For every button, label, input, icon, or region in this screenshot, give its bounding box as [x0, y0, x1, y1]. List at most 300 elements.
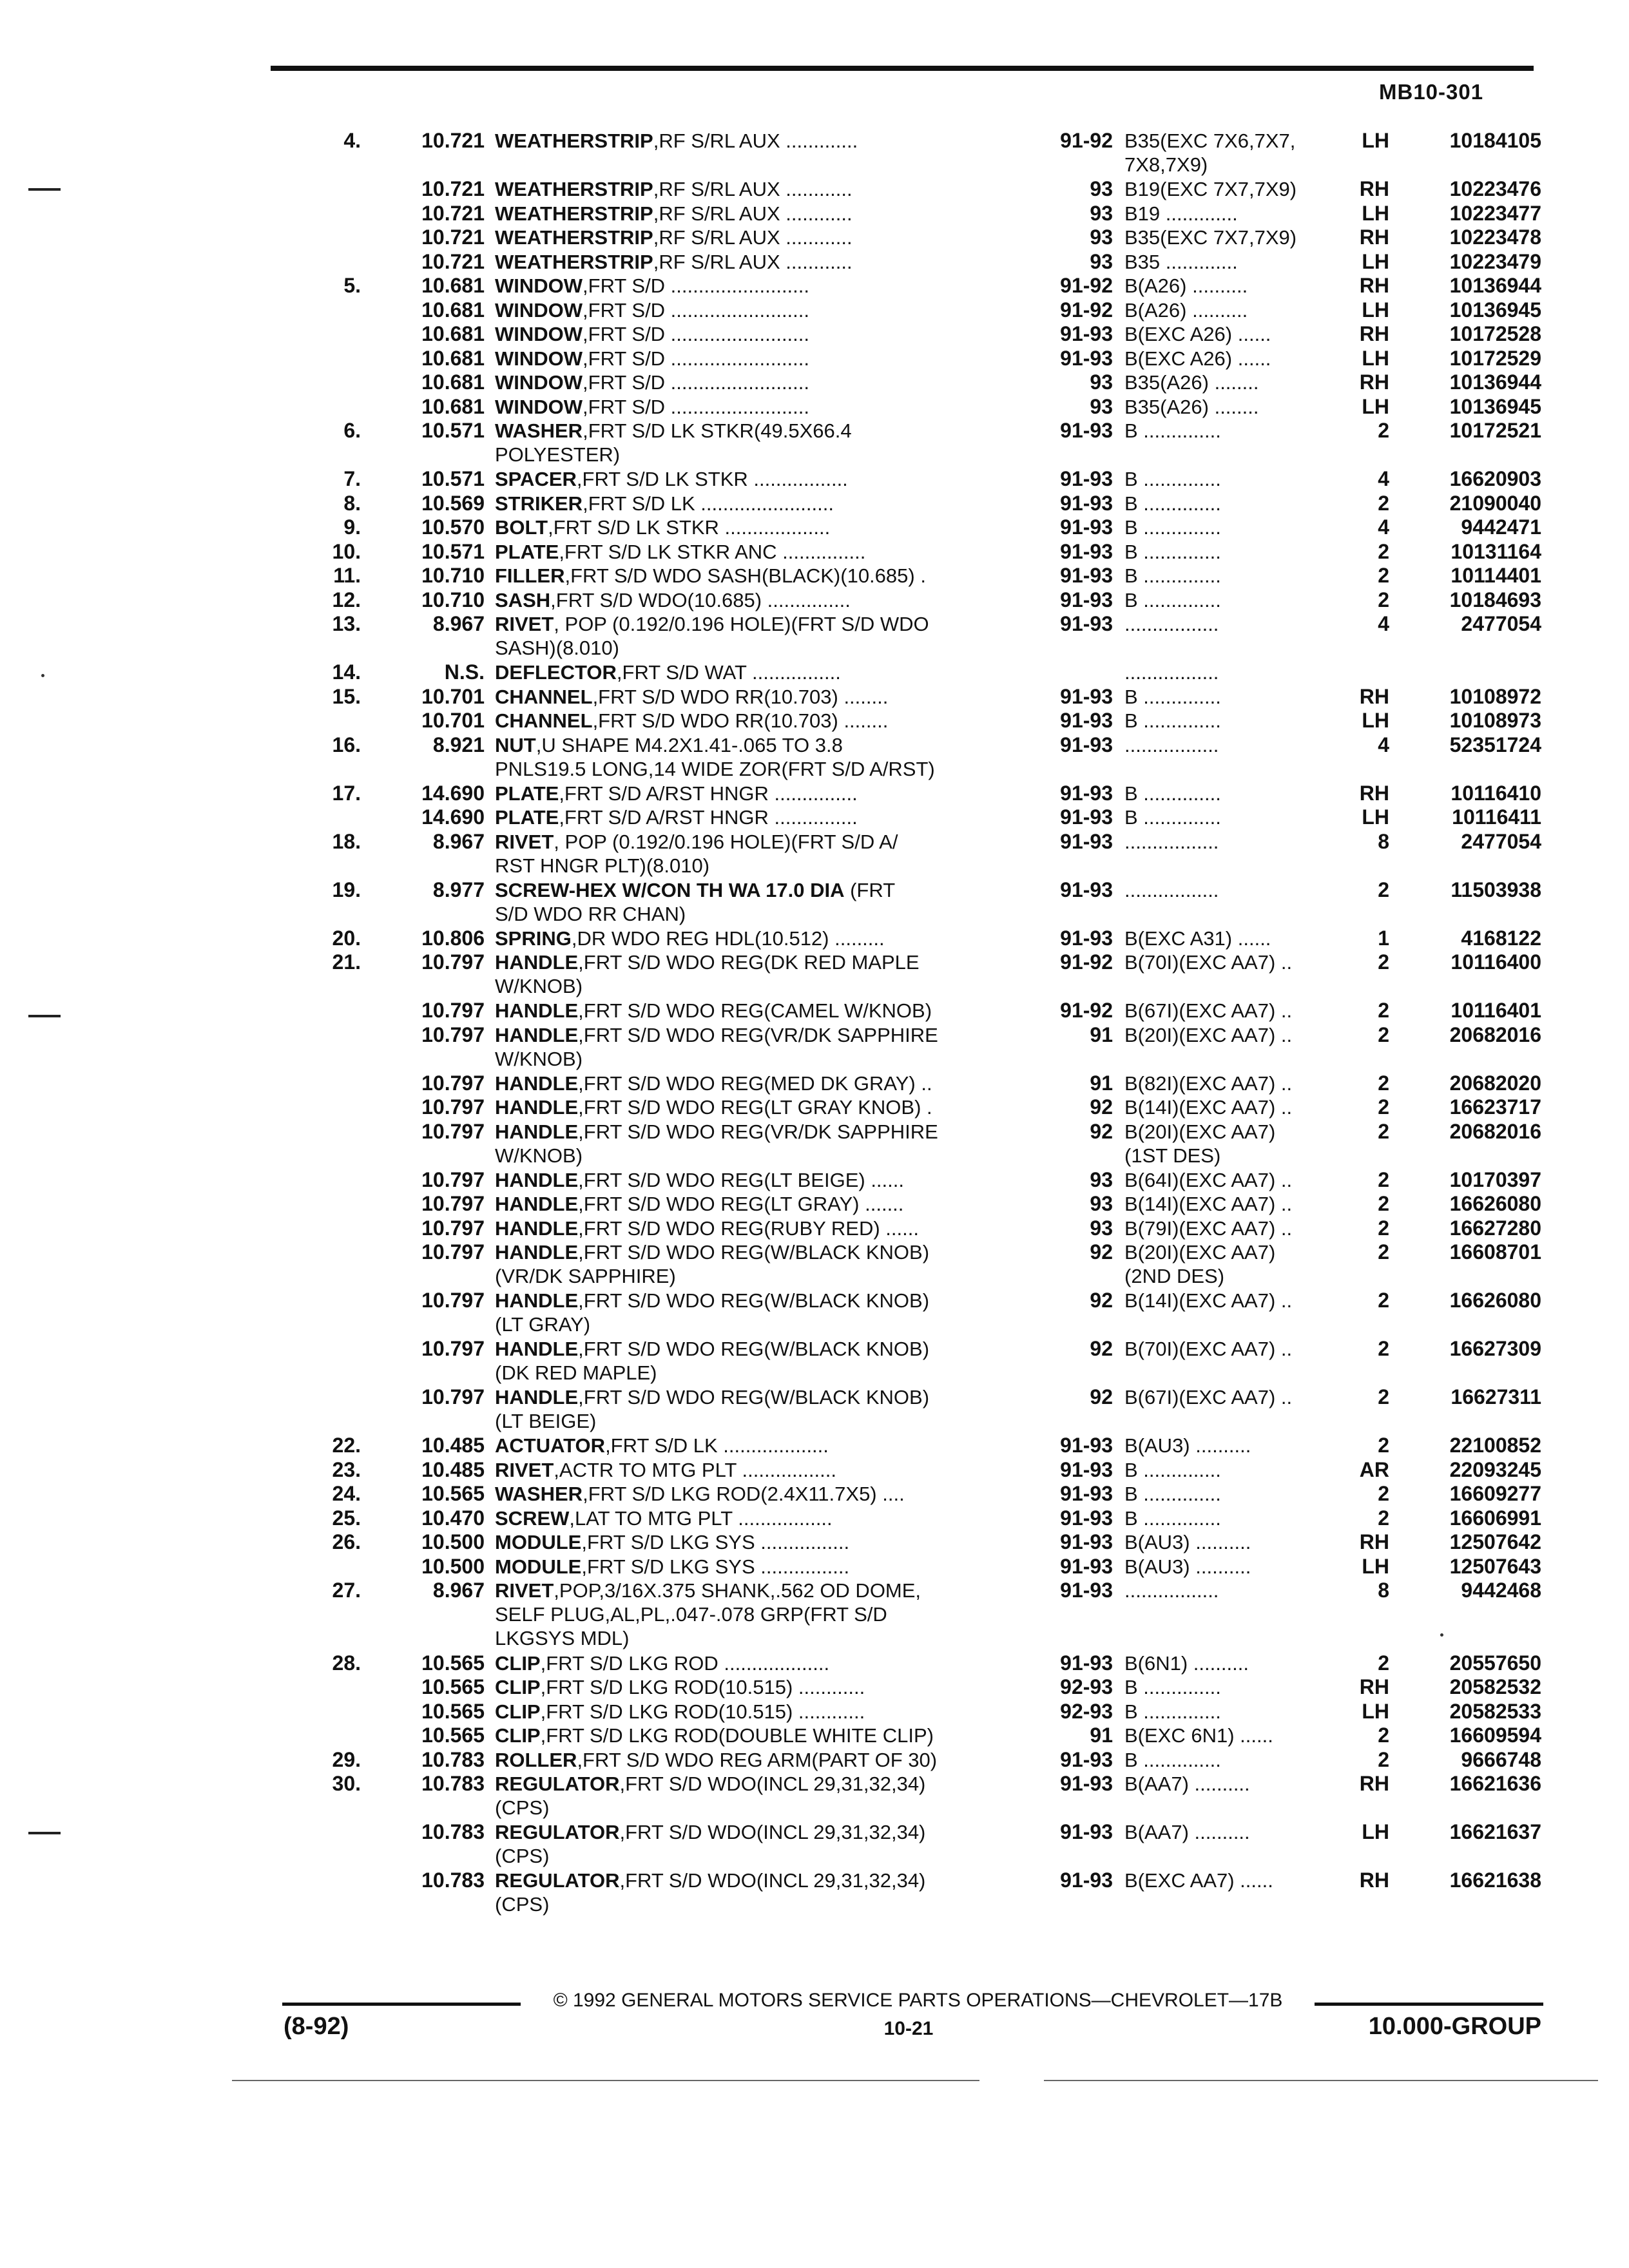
parts-row	[0, 564, 1629, 588]
model-years: 93	[1090, 1216, 1113, 1240]
model-years: 92-93	[1060, 1699, 1113, 1723]
description-text: ,FRT S/D .........................	[583, 395, 810, 418]
application	[1124, 660, 1349, 684]
application	[1124, 129, 1349, 177]
part-name: REGULATOR	[495, 1773, 620, 1795]
quantity: 2	[1378, 1095, 1389, 1119]
model-years: 91-93	[1060, 1651, 1113, 1675]
application-line: B35(EXC 7X6,7X7,	[1124, 130, 1296, 152]
parts-row	[0, 226, 1629, 250]
part-description	[495, 419, 1036, 466]
item-number: 21.	[332, 950, 361, 974]
description-line	[495, 1772, 1036, 1796]
part-name: STRIKER	[495, 492, 583, 515]
application-line: B ..............	[1124, 1506, 1221, 1530]
model-years: 91-93	[1060, 1579, 1113, 1602]
part-description	[495, 1434, 1036, 1457]
part-number: 20682020	[1449, 1071, 1541, 1095]
part-number: 10184105	[1449, 129, 1541, 152]
model-years: 93	[1090, 394, 1113, 418]
application	[1124, 1772, 1349, 1796]
quantity: RH	[1359, 370, 1389, 394]
part-number: 21090040	[1449, 491, 1541, 515]
item-number: 18.	[332, 829, 361, 853]
footer-date-code: (8-92)	[284, 2013, 349, 2040]
part-description	[495, 1820, 1036, 1868]
part-description	[495, 1385, 1036, 1433]
description-line	[495, 1120, 1036, 1144]
application-line: B ..............	[1124, 1700, 1221, 1723]
group-number: 10.681	[421, 370, 485, 394]
application-line: B(6N1) ..........	[1124, 1651, 1249, 1675]
description-line	[495, 1482, 1036, 1506]
part-description	[495, 202, 1036, 226]
parts-row	[0, 1434, 1629, 1458]
part-number: 10108973	[1449, 709, 1541, 732]
application	[1124, 950, 1349, 974]
description-line	[495, 612, 1036, 636]
application-line: .................	[1124, 613, 1219, 635]
part-number: 9442471	[1461, 515, 1541, 539]
item-number: 16.	[332, 733, 361, 756]
group-number: 8.967	[432, 829, 485, 853]
description-line	[495, 370, 1036, 394]
description-text: ,DR WDO REG HDL(10.512) .........	[571, 927, 885, 950]
description-line	[495, 274, 1036, 298]
description-text: ,FRT S/D WDO REG(W/BLACK KNOB)	[578, 1289, 930, 1312]
group-number: 10.565	[421, 1651, 485, 1675]
parts-row	[0, 878, 1629, 927]
quantity: RH	[1359, 322, 1389, 345]
group-number: N.S.	[444, 660, 485, 684]
part-description	[495, 1216, 1036, 1240]
description-text: ,FRT S/D WDO(INCL 29,31,32,34)	[619, 1869, 926, 1892]
part-name: HANDLE	[495, 1241, 579, 1264]
part-number: 10116410	[1451, 781, 1541, 805]
description-text: ,FRT S/D WDO SASH(BLACK)(10.685) .	[564, 564, 926, 587]
part-description	[495, 1337, 1036, 1385]
application	[1124, 1072, 1349, 1095]
quantity: 4	[1378, 612, 1389, 635]
model-years: 91-93	[1060, 1482, 1113, 1505]
model-years: 91-93	[1060, 539, 1113, 563]
quantity: 2	[1378, 1724, 1389, 1747]
part-description	[495, 733, 1036, 781]
model-years: 91-93	[1060, 1506, 1113, 1530]
part-description	[495, 1772, 1036, 1820]
part-name: CHANNEL	[495, 709, 593, 732]
application	[1124, 612, 1349, 636]
part-number: 20682016	[1449, 1119, 1541, 1143]
group-number: 10.701	[421, 709, 485, 732]
item-number: 19.	[332, 878, 361, 901]
application	[1124, 1869, 1349, 1892]
parts-row	[0, 927, 1629, 951]
part-description	[495, 1192, 1036, 1216]
group-number: 10.571	[421, 467, 485, 490]
application	[1124, 878, 1349, 902]
quantity: LH	[1362, 709, 1389, 732]
application	[1124, 805, 1349, 829]
part-number: 16609594	[1449, 1724, 1541, 1747]
quantity: 2	[1378, 539, 1389, 563]
model-years: 91-92	[1060, 999, 1113, 1022]
group-number: 10.681	[421, 322, 485, 345]
group-number: 10.797	[421, 1192, 485, 1215]
part-name: WINDOW	[495, 274, 583, 297]
part-description	[495, 1748, 1036, 1772]
application	[1124, 515, 1349, 539]
description-text: ,FRT S/D .........................	[583, 347, 810, 370]
application	[1124, 999, 1349, 1023]
parts-row	[0, 1023, 1629, 1072]
item-number: 10.	[332, 539, 361, 563]
application	[1124, 177, 1349, 201]
description-text: , POP (0.192/0.196 HOLE)(FRT S/D WDO	[554, 613, 929, 635]
description-line	[495, 202, 1036, 226]
part-description	[495, 492, 1036, 515]
application-line: B ..............	[1124, 468, 1221, 490]
group-number: 10.570	[421, 515, 485, 539]
quantity: 2	[1378, 1168, 1389, 1191]
description-line	[495, 660, 1036, 684]
parts-row	[0, 709, 1629, 733]
model-years: 93	[1090, 226, 1113, 249]
part-name: DEFLECTOR	[495, 661, 617, 684]
part-name: RIVET	[495, 1579, 554, 1602]
part-name: MODULE	[495, 1555, 582, 1578]
part-number: 10136945	[1449, 394, 1541, 418]
description-text: ,FRT S/D LK STKR ...................	[548, 516, 831, 539]
page-code: MB10-301	[1379, 80, 1484, 104]
application-line: .................	[1124, 661, 1219, 684]
description-text: ,FRT S/D LKG ROD(DOUBLE WHITE CLIP)	[540, 1724, 934, 1747]
application-line: B ..............	[1124, 709, 1221, 732]
quantity: RH	[1359, 177, 1389, 200]
application	[1124, 1337, 1349, 1361]
description-line	[495, 467, 1036, 491]
group-number: 10.500	[421, 1530, 485, 1553]
model-years: 93	[1090, 370, 1113, 394]
description-text: ,FRT S/D WDO REG(DK RED MAPLE	[578, 951, 920, 974]
footer-faint-rule	[232, 2080, 979, 2081]
application-line: B(EXC AA7) ......	[1124, 1869, 1273, 1892]
model-years: 91-93	[1060, 1530, 1113, 1553]
model-years: 92	[1090, 1289, 1113, 1312]
description-line	[495, 1072, 1036, 1095]
model-years: 91-93	[1060, 515, 1113, 539]
part-name: WASHER	[495, 1483, 583, 1505]
item-number: 27.	[332, 1579, 361, 1602]
item-number: 4.	[343, 129, 361, 152]
part-description	[495, 1724, 1036, 1747]
group-number: 10.721	[421, 249, 485, 273]
part-name: RIVET	[495, 613, 554, 635]
quantity: LH	[1362, 201, 1389, 225]
part-description	[495, 298, 1036, 322]
model-years: 91	[1090, 1071, 1113, 1095]
quantity: 2	[1378, 1651, 1389, 1675]
parts-row	[0, 685, 1629, 709]
application	[1124, 1240, 1349, 1288]
part-number: 16621638	[1449, 1869, 1541, 1892]
description-line: (LT GRAY)	[495, 1313, 591, 1336]
quantity: 2	[1378, 1071, 1389, 1095]
quantity: 2	[1378, 1119, 1389, 1143]
item-number: 7.	[343, 467, 361, 490]
part-description	[495, 1289, 1036, 1336]
footer-faint-rule	[1044, 2080, 1598, 2081]
description-text: ,FRT S/D .........................	[583, 274, 810, 297]
quantity: LH	[1362, 394, 1389, 418]
application-line: B(14I)(EXC AA7) ..	[1124, 1096, 1293, 1119]
part-description	[495, 1651, 1036, 1675]
application-line: B ..............	[1124, 1748, 1221, 1771]
item-number: 9.	[343, 515, 361, 539]
application-line: B ..............	[1124, 1458, 1221, 1481]
parts-row	[0, 588, 1629, 613]
part-number: 2477054	[1461, 829, 1541, 853]
part-name: SPACER	[495, 468, 577, 490]
parts-row	[0, 1216, 1629, 1241]
model-years: 91-93	[1060, 467, 1113, 490]
model-years: 92	[1090, 1385, 1113, 1408]
part-number: 10136945	[1449, 298, 1541, 322]
quantity: 2	[1378, 1192, 1389, 1215]
group-number: 10.806	[421, 926, 485, 950]
item-number: 25.	[332, 1506, 361, 1530]
part-number: 10116401	[1451, 999, 1541, 1022]
description-line	[495, 347, 1036, 370]
description-line: RST HNGR PLT)(8.010)	[495, 854, 710, 877]
application-line: .................	[1124, 733, 1219, 756]
part-number: 10131164	[1451, 539, 1541, 563]
application-line: B(A26) ..........	[1124, 274, 1248, 297]
application-line: B(AU3) ..........	[1124, 1531, 1251, 1553]
description-text: ,FRT S/D WDO(10.685) ...............	[550, 588, 851, 611]
quantity: 2	[1378, 950, 1389, 974]
group-number: 10.571	[421, 539, 485, 563]
part-description	[495, 274, 1036, 298]
part-name: HANDLE	[495, 1168, 579, 1191]
group-number: 10.797	[421, 999, 485, 1022]
parts-row	[0, 492, 1629, 516]
description-text: ,FRT S/D LK ........................	[583, 492, 834, 515]
application-line: (1ST DES)	[1124, 1144, 1221, 1167]
quantity: 2	[1378, 878, 1389, 901]
part-name: HANDLE	[495, 1096, 579, 1119]
application	[1124, 347, 1349, 370]
part-name: HANDLE	[495, 1072, 579, 1095]
application-line: B ..............	[1124, 564, 1221, 587]
parts-row	[0, 1869, 1629, 1917]
model-years: 91-93	[1060, 878, 1113, 901]
group-number: 10.721	[421, 177, 485, 200]
quantity: 2	[1378, 1434, 1389, 1457]
description-text: ,FRT S/D .........................	[583, 298, 810, 322]
application	[1124, 1216, 1349, 1240]
application-line: B(67I)(EXC AA7) ..	[1124, 999, 1293, 1022]
application	[1124, 1385, 1349, 1409]
application-line: B(EXC A31) ......	[1124, 927, 1271, 950]
application-line: B(20I)(EXC AA7)	[1124, 1241, 1276, 1264]
part-number: 10136944	[1449, 370, 1541, 394]
part-name: WINDOW	[495, 395, 583, 418]
application-line: B(AU3) ..........	[1124, 1434, 1251, 1457]
quantity: RH	[1359, 781, 1389, 805]
description-line	[495, 1530, 1036, 1554]
description-line	[495, 492, 1036, 515]
item-number: 8.	[343, 491, 361, 515]
group-number: 8.921	[432, 733, 485, 756]
application	[1124, 1675, 1349, 1699]
quantity: 2	[1378, 1289, 1389, 1312]
application-line: B35(A26) ........	[1124, 395, 1259, 418]
parts-row	[0, 298, 1629, 323]
part-name: REGULATOR	[495, 1869, 620, 1892]
parts-row	[0, 1168, 1629, 1193]
model-years: 91-93	[1060, 781, 1113, 805]
part-name: WINDOW	[495, 298, 583, 322]
description-line	[495, 177, 1036, 201]
description-line	[495, 1168, 1036, 1192]
part-name: PLATE	[495, 806, 559, 829]
item-number: 14.	[332, 660, 361, 684]
application	[1124, 492, 1349, 515]
parts-row	[0, 1579, 1629, 1651]
part-name: SPRING	[495, 927, 572, 950]
application	[1124, 588, 1349, 612]
model-years: 91-93	[1060, 829, 1113, 853]
part-description	[495, 322, 1036, 346]
application	[1124, 1579, 1349, 1602]
application-line: B(14I)(EXC AA7) ..	[1124, 1289, 1293, 1312]
part-description	[495, 226, 1036, 249]
description-line: W/KNOB)	[495, 975, 583, 997]
model-years: 91-92	[1060, 950, 1113, 974]
part-name: HANDLE	[495, 1216, 579, 1240]
model-years: 92	[1090, 1095, 1113, 1119]
quantity: RH	[1359, 226, 1389, 249]
description-line: W/KNOB)	[495, 1144, 583, 1167]
application	[1124, 322, 1349, 346]
description-text: ,FRT S/D LK STKR ANC ...............	[559, 540, 866, 563]
description-line	[495, 1095, 1036, 1119]
group-number: 10.797	[421, 1071, 485, 1095]
application-line: B35(A26) ........	[1124, 371, 1259, 394]
application	[1124, 1023, 1349, 1047]
group-number: 10.681	[421, 298, 485, 322]
description-line	[495, 878, 1036, 902]
application-line: B(64I)(EXC AA7) ..	[1124, 1168, 1293, 1191]
item-number: 17.	[332, 781, 361, 805]
parts-row	[0, 322, 1629, 347]
model-years: 91-93	[1060, 564, 1113, 587]
quantity: 2	[1378, 419, 1389, 442]
description-line	[495, 1216, 1036, 1240]
item-number: 28.	[332, 1651, 361, 1675]
application	[1124, 1530, 1349, 1554]
description-line: (CPS)	[495, 1845, 550, 1867]
quantity: 2	[1378, 1385, 1389, 1408]
part-name: WINDOW	[495, 323, 583, 345]
description-text: ,FRT S/D LKG ROD ...................	[540, 1651, 830, 1675]
application	[1124, 685, 1349, 709]
group-number: 10.783	[421, 1869, 485, 1892]
part-number: 10223478	[1449, 226, 1541, 249]
application-line: B ..............	[1124, 1483, 1221, 1505]
quantity: RH	[1359, 1869, 1389, 1892]
application	[1124, 1820, 1349, 1844]
group-number: 10.569	[421, 491, 485, 515]
item-number: 6.	[343, 419, 361, 442]
description-line	[495, 999, 1036, 1023]
application-line: B(67I)(EXC AA7) ..	[1124, 1386, 1293, 1408]
description-line	[495, 322, 1036, 346]
parts-row	[0, 274, 1629, 298]
part-name: CLIP	[495, 1700, 541, 1723]
description-line	[495, 515, 1036, 539]
group-number: 10.571	[421, 419, 485, 442]
item-number: 29.	[332, 1747, 361, 1771]
model-years: 91-93	[1060, 419, 1113, 442]
group-number: 10.565	[421, 1699, 485, 1723]
application-line: B(70I)(EXC AA7) ..	[1124, 951, 1293, 974]
group-number: 10.797	[421, 1385, 485, 1408]
part-description	[495, 927, 1036, 950]
part-number: 16609277	[1449, 1482, 1541, 1505]
application	[1124, 830, 1349, 854]
item-number: 13.	[332, 612, 361, 635]
application-line: (2ND DES)	[1124, 1265, 1225, 1287]
model-years: 91-93	[1060, 1434, 1113, 1457]
group-number: 8.977	[432, 878, 485, 901]
description-text: ,RF S/RL AUX ............	[653, 250, 853, 273]
description-text: ,FRT S/D A/RST HNGR ...............	[559, 782, 858, 805]
part-name: WEATHERSTRIP	[495, 178, 653, 200]
part-number: 10108972	[1449, 684, 1541, 708]
parts-row	[0, 540, 1629, 564]
part-number: 52351724	[1449, 733, 1541, 756]
description-line	[495, 733, 1036, 757]
description-text: ,RF S/RL AUX ............	[653, 178, 853, 200]
application	[1124, 1168, 1349, 1192]
description-line	[495, 1675, 1036, 1699]
group-number: 10.485	[421, 1434, 485, 1457]
description-line	[495, 250, 1036, 274]
parts-row	[0, 129, 1629, 177]
header-rule	[271, 66, 1534, 71]
description-line: (LT BEIGE)	[495, 1410, 597, 1432]
part-description	[495, 370, 1036, 394]
parts-row	[0, 733, 1629, 782]
part-number: 22093245	[1449, 1457, 1541, 1481]
part-name: HANDLE	[495, 999, 579, 1022]
part-number: 16626080	[1449, 1289, 1541, 1312]
part-name: RIVET	[495, 830, 554, 853]
quantity: 2	[1378, 1337, 1389, 1360]
group-number: 14.690	[421, 805, 485, 829]
description-line	[495, 830, 1036, 854]
part-description	[495, 660, 1036, 684]
application-line: B ..............	[1124, 516, 1221, 539]
description-line	[495, 1385, 1036, 1409]
application-line: B ..............	[1124, 685, 1221, 708]
group-number: 10.721	[421, 226, 485, 249]
parts-row	[0, 1820, 1629, 1869]
application-line: B ..............	[1124, 1676, 1221, 1698]
part-number: 20582532	[1449, 1675, 1541, 1698]
